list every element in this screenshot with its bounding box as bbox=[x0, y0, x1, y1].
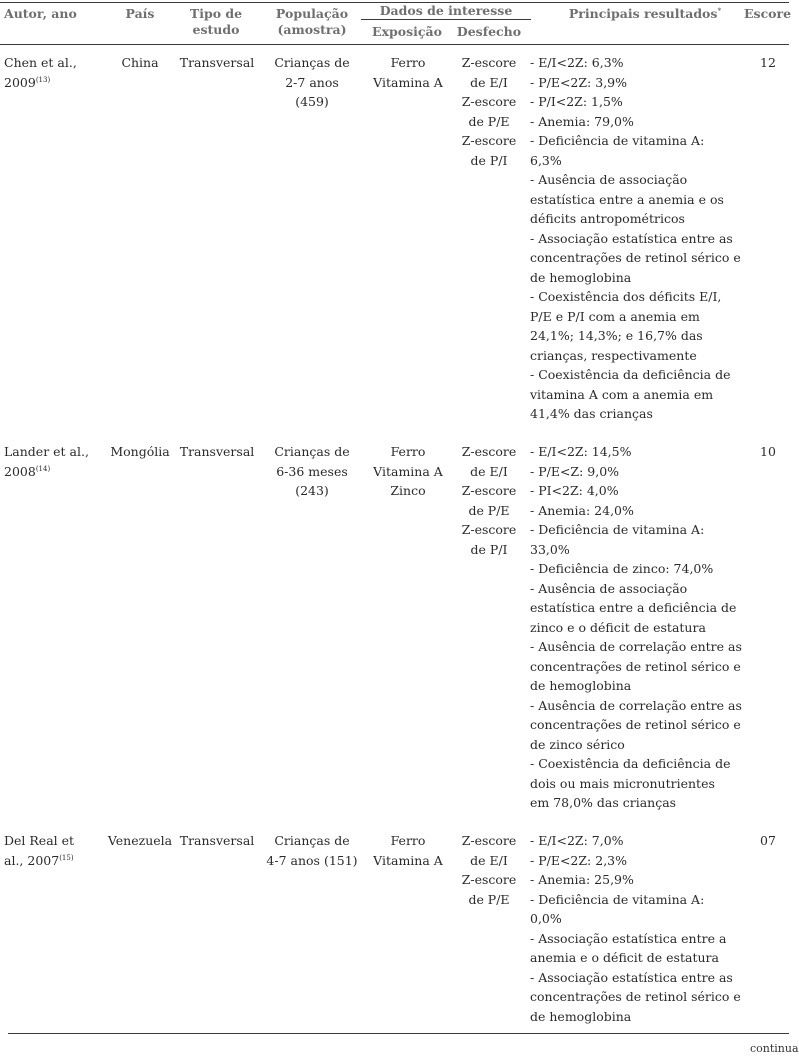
cell-line: de zinco sérico bbox=[530, 736, 625, 752]
cell-line: 4-7 anos (151) bbox=[266, 852, 358, 868]
cell-line: (459) bbox=[295, 94, 329, 109]
bottom-rule bbox=[8, 1033, 789, 1034]
cell-line: dois ou mais micronutrientes bbox=[530, 775, 715, 791]
cell-line: P/E e P/I com a anemia em bbox=[530, 308, 700, 324]
row1-escore: 12 bbox=[760, 55, 776, 70]
row3-autor-l1: Del Real et bbox=[4, 833, 75, 848]
cell-line: - Coexistência da deficiência de bbox=[530, 367, 731, 382]
row2-desfecho bbox=[455, 442, 523, 559]
header-rule bbox=[0, 44, 789, 45]
row3-pais: Venezuela bbox=[107, 833, 173, 848]
cell-line: concentrações de retinol sérico e bbox=[530, 989, 741, 1004]
row1-autor-l1: Chen et al., bbox=[4, 55, 77, 70]
cell-line: 6,3% bbox=[530, 152, 562, 168]
header-exposicao: Exposição bbox=[372, 24, 442, 39]
cell-line: - Coexistência da deficiência de bbox=[530, 756, 731, 771]
cell-line: (243) bbox=[295, 483, 329, 498]
row3-desfecho bbox=[455, 831, 523, 909]
cell-line: - Associação estatística entre a bbox=[530, 930, 727, 946]
cell-line: Z-escore bbox=[461, 133, 517, 148]
cell-line: - E/I<2Z: 7,0% bbox=[530, 833, 624, 848]
cell-line: - Ausência de correlação entre as bbox=[530, 697, 742, 713]
cell-line: 41,4% das crianças bbox=[530, 406, 653, 421]
header-resultados-mark: * bbox=[717, 6, 722, 15]
cell-line: - Deficiência de vitamina A: bbox=[530, 522, 705, 537]
header-pais: País bbox=[125, 6, 155, 21]
row2-resultados bbox=[530, 442, 742, 813]
cell-line: de P/I bbox=[470, 152, 508, 168]
cell-line: - P/E<2Z: 2,3% bbox=[530, 852, 627, 868]
cell-line: concentrações de retinol sérico e bbox=[530, 658, 741, 674]
cell-line: Z-escore bbox=[461, 833, 517, 848]
header-resultados bbox=[555, 6, 735, 22]
header-tipo-l1: Tipo de bbox=[189, 6, 243, 21]
continua-label: continua bbox=[750, 1042, 799, 1055]
row1-desfecho bbox=[455, 53, 523, 170]
cell-line: 0,0% bbox=[530, 911, 562, 926]
cell-line: Z-escore bbox=[461, 444, 517, 459]
cell-line: Vitamina A bbox=[373, 852, 443, 868]
cell-line: Z-escore bbox=[461, 872, 517, 887]
cell-line: de E/I bbox=[470, 463, 508, 479]
cell-line: Crianças de bbox=[274, 833, 350, 848]
cell-line: de P/E bbox=[468, 113, 510, 129]
row1-ref: (13) bbox=[35, 75, 51, 84]
cell-line: estatística entre a deficiência de bbox=[530, 600, 737, 615]
cell-line: - Anemia: 25,9% bbox=[530, 872, 634, 887]
cell-line: Ferro bbox=[390, 833, 426, 848]
row3-autor bbox=[4, 831, 74, 870]
cell-line: - P/E<2Z: 3,9% bbox=[530, 74, 627, 90]
cell-line: - Coexistência dos déficits E/I, bbox=[530, 289, 722, 304]
cell-line: Ferro bbox=[390, 444, 426, 459]
cell-line: concentrações de retinol sérico e bbox=[530, 250, 741, 265]
cell-line: Z-escore bbox=[461, 522, 517, 537]
cell-line: Vitamina A bbox=[373, 74, 443, 90]
cell-line: 33,0% bbox=[530, 541, 570, 557]
cell-line: concentrações de retinol sérico e bbox=[530, 717, 741, 732]
cell-line: anemia e o déficit de estatura bbox=[530, 950, 719, 965]
cell-line: - Ausência de associação bbox=[530, 172, 688, 187]
cell-line: - Associação estatística entre as bbox=[530, 230, 733, 246]
row3-populacao bbox=[256, 831, 368, 870]
header-tipo-l2: estudo bbox=[192, 22, 240, 37]
header-resultados-label: Principais resultados bbox=[568, 6, 718, 21]
cell-line: - Deficiência de zinco: 74,0% bbox=[530, 561, 714, 576]
row2-autor-l2: 2008$^{(14)}$ bbox=[4, 463, 51, 479]
row3-exposicao bbox=[356, 831, 460, 870]
row1-autor bbox=[4, 53, 77, 92]
cell-line: Crianças de bbox=[274, 55, 350, 70]
cell-line: Crianças de bbox=[274, 444, 350, 459]
cell-line: crianças, respectivamente bbox=[530, 347, 697, 363]
row2-ref: (14) bbox=[35, 464, 51, 473]
cell-line: 6-36 meses bbox=[276, 463, 348, 479]
header-dados: Dados de interesse bbox=[379, 3, 513, 18]
row3-autor-l2: al., 2007$^{(15)}$ bbox=[4, 852, 74, 868]
header-desfecho: Desfecho bbox=[456, 24, 522, 39]
cell-line: de E/I bbox=[470, 74, 508, 90]
row1-autor-l2: 2009$^{(13)}$ bbox=[4, 74, 51, 90]
cell-line: 24,1%; 14,3%; e 16,7% das bbox=[530, 328, 703, 343]
cell-line: - P/E<Z: 9,0% bbox=[530, 463, 620, 479]
row1-tipo: Transversal bbox=[179, 55, 255, 70]
cell-line: - E/I<2Z: 14,5% bbox=[530, 444, 632, 459]
cell-line: déficits antropométricos bbox=[530, 211, 685, 226]
header-pop-l2: (amostra) bbox=[277, 22, 347, 37]
row3-tipo: Transversal bbox=[179, 833, 255, 848]
header-pop-l1: População bbox=[275, 6, 349, 21]
cell-line: de hemoglobina bbox=[530, 678, 632, 693]
cell-line: - PI<2Z: 4,0% bbox=[530, 483, 619, 498]
cell-line: - Deficiência de vitamina A: bbox=[530, 133, 705, 148]
cell-line: - Ausência de associação bbox=[530, 580, 688, 596]
row1-exposicao bbox=[356, 53, 460, 92]
dados-rule bbox=[361, 19, 531, 20]
row2-autor bbox=[4, 442, 89, 481]
cell-line: de hemoglobina bbox=[530, 269, 632, 285]
cell-line: - Associação estatística entre as bbox=[530, 969, 733, 985]
row3-ref: (15) bbox=[59, 853, 74, 862]
cell-line: - Anemia: 24,0% bbox=[530, 502, 634, 518]
cell-line: vitamina A com a anemia em bbox=[530, 386, 714, 402]
row2-pais: Mongólia bbox=[110, 444, 170, 459]
cell-line: de E/I bbox=[470, 852, 508, 868]
row1-pais: China bbox=[121, 55, 159, 70]
row3-escore: 07 bbox=[760, 833, 776, 848]
cell-line: Ferro bbox=[390, 55, 426, 70]
cell-line: em 78,0% das crianças bbox=[530, 795, 677, 810]
row2-populacao bbox=[260, 442, 364, 501]
cell-line: de P/E bbox=[468, 502, 510, 518]
header-autor: Autor, ano bbox=[4, 6, 77, 21]
cell-line: estatística entre a anemia e os bbox=[530, 191, 724, 207]
cell-line: de P/I bbox=[470, 541, 508, 557]
header-populacao bbox=[270, 6, 354, 38]
header-escore: Escore bbox=[744, 6, 792, 21]
row1-resultados bbox=[530, 53, 741, 424]
cell-line: - Ausência de correlação entre as bbox=[530, 639, 742, 654]
row2-escore: 10 bbox=[760, 444, 776, 459]
cell-line: Z-escore bbox=[461, 94, 517, 109]
cell-line: Z-escore bbox=[461, 55, 517, 70]
cell-line: - E/I<2Z: 6,3% bbox=[530, 55, 624, 70]
cell-line: de hemoglobina bbox=[530, 1008, 632, 1024]
row3-resultados bbox=[530, 831, 741, 1026]
cell-line: - P/I<2Z: 1,5% bbox=[530, 94, 623, 109]
row2-exposicao bbox=[356, 442, 460, 501]
row1-populacao bbox=[260, 53, 364, 112]
cell-line: Z-escore bbox=[461, 483, 517, 498]
cell-line: - Anemia: 79,0% bbox=[530, 113, 634, 129]
cell-line: de P/E bbox=[468, 891, 510, 907]
cell-line: 2-7 anos bbox=[285, 74, 339, 90]
row2-autor-l1: Lander et al., bbox=[4, 444, 89, 459]
cell-line: Vitamina A bbox=[373, 463, 443, 479]
cell-line: zinco e o déficit de estatura bbox=[530, 619, 706, 635]
cell-line: - Deficiência de vitamina A: bbox=[530, 891, 705, 907]
header-tipo bbox=[180, 6, 252, 38]
row2-tipo: Transversal bbox=[179, 444, 255, 459]
cell-line: Zinco bbox=[390, 483, 426, 498]
